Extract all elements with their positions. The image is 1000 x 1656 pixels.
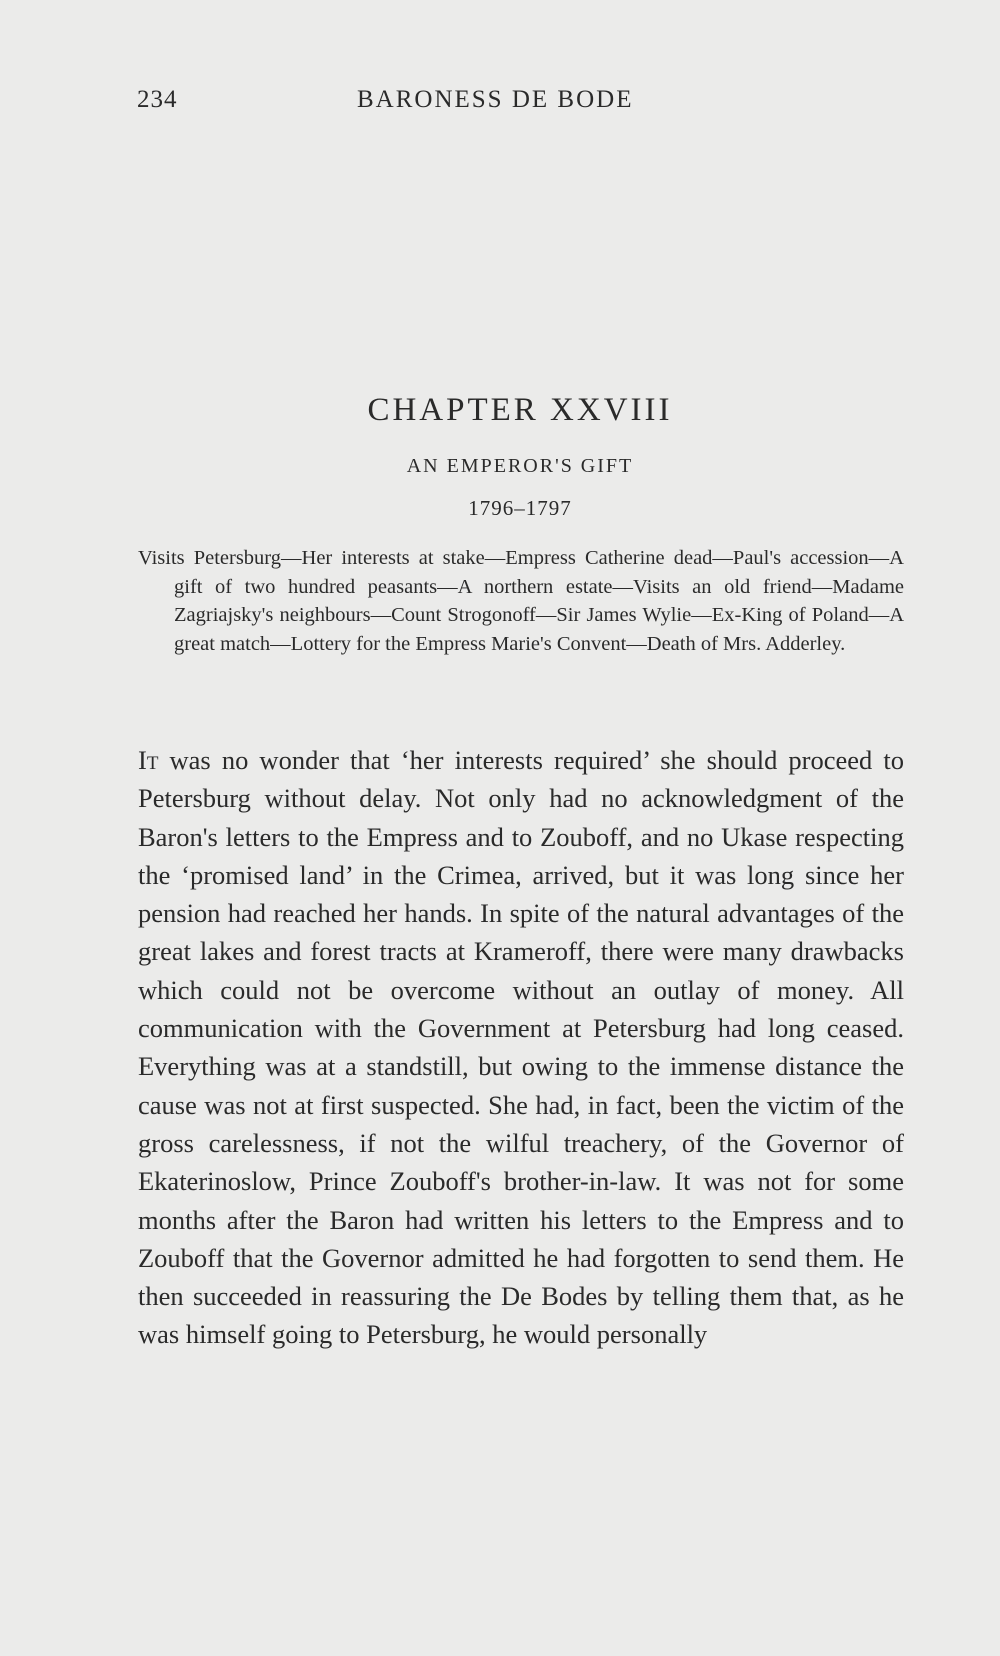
- chapter-subtitle: AN EMPEROR'S GIFT: [406, 455, 634, 477]
- body-paragraph-text: was no wonder that ‘her interests required’ she should proceed to Petersburg without delay. Not only had no acknowledgment of the Baron's letters to the Empress and to Zouboff, and no Ukase respecting the ‘promised land’ in the Crimea, arrived, but it was long since her pension had reached her hands. In spite of the natural advantages of the great lakes and forest tracts at Krameroff, there were many drawbacks which could not be overcome without an outlay of money. All communication with the Government at Petersburg had long ceased. Everything was at a standstill, but owing to the immense distance the cause was not at first suspected. She had, in fact, been the victim of the gross carelessness, if not the wilful treachery, of the Governor of Ekaterinoslow, Prince Zouboff's brother-in-law. It was not for some months after the Baron had written his letters to the Empress and to Zouboff that the Governor admitted he had forgotten to send them. He then succeeded in reassuring the De Bodes by telling them that, as he was himself going to Petersburg, he would personally: [138, 745, 904, 1350]
- opening-word: It: [138, 745, 159, 775]
- running-head: [137, 86, 907, 122]
- chapter-dates: 1796–1797: [468, 496, 572, 520]
- chapter-heading: CHAPTER XXVIII: [367, 392, 673, 428]
- chapter-synopsis: Visits Petersburg—Her interests at stake—Empress Catherine dead—Paul's accession—A gift of two hundred peasants—A northern estate—Visits an old friend—Madame Zagriajsky's neighbours—Count Strogonoff—Sir James Wylie—Ex-King of Poland—A great match—Lottery for the Empress Marie's Convent—Death of Mrs. Adderley.: [138, 547, 904, 655]
- body-paragraph: [138, 741, 904, 1354]
- page-number: 234: [137, 86, 178, 113]
- running-title: BARONESS DE BODE: [357, 86, 634, 113]
